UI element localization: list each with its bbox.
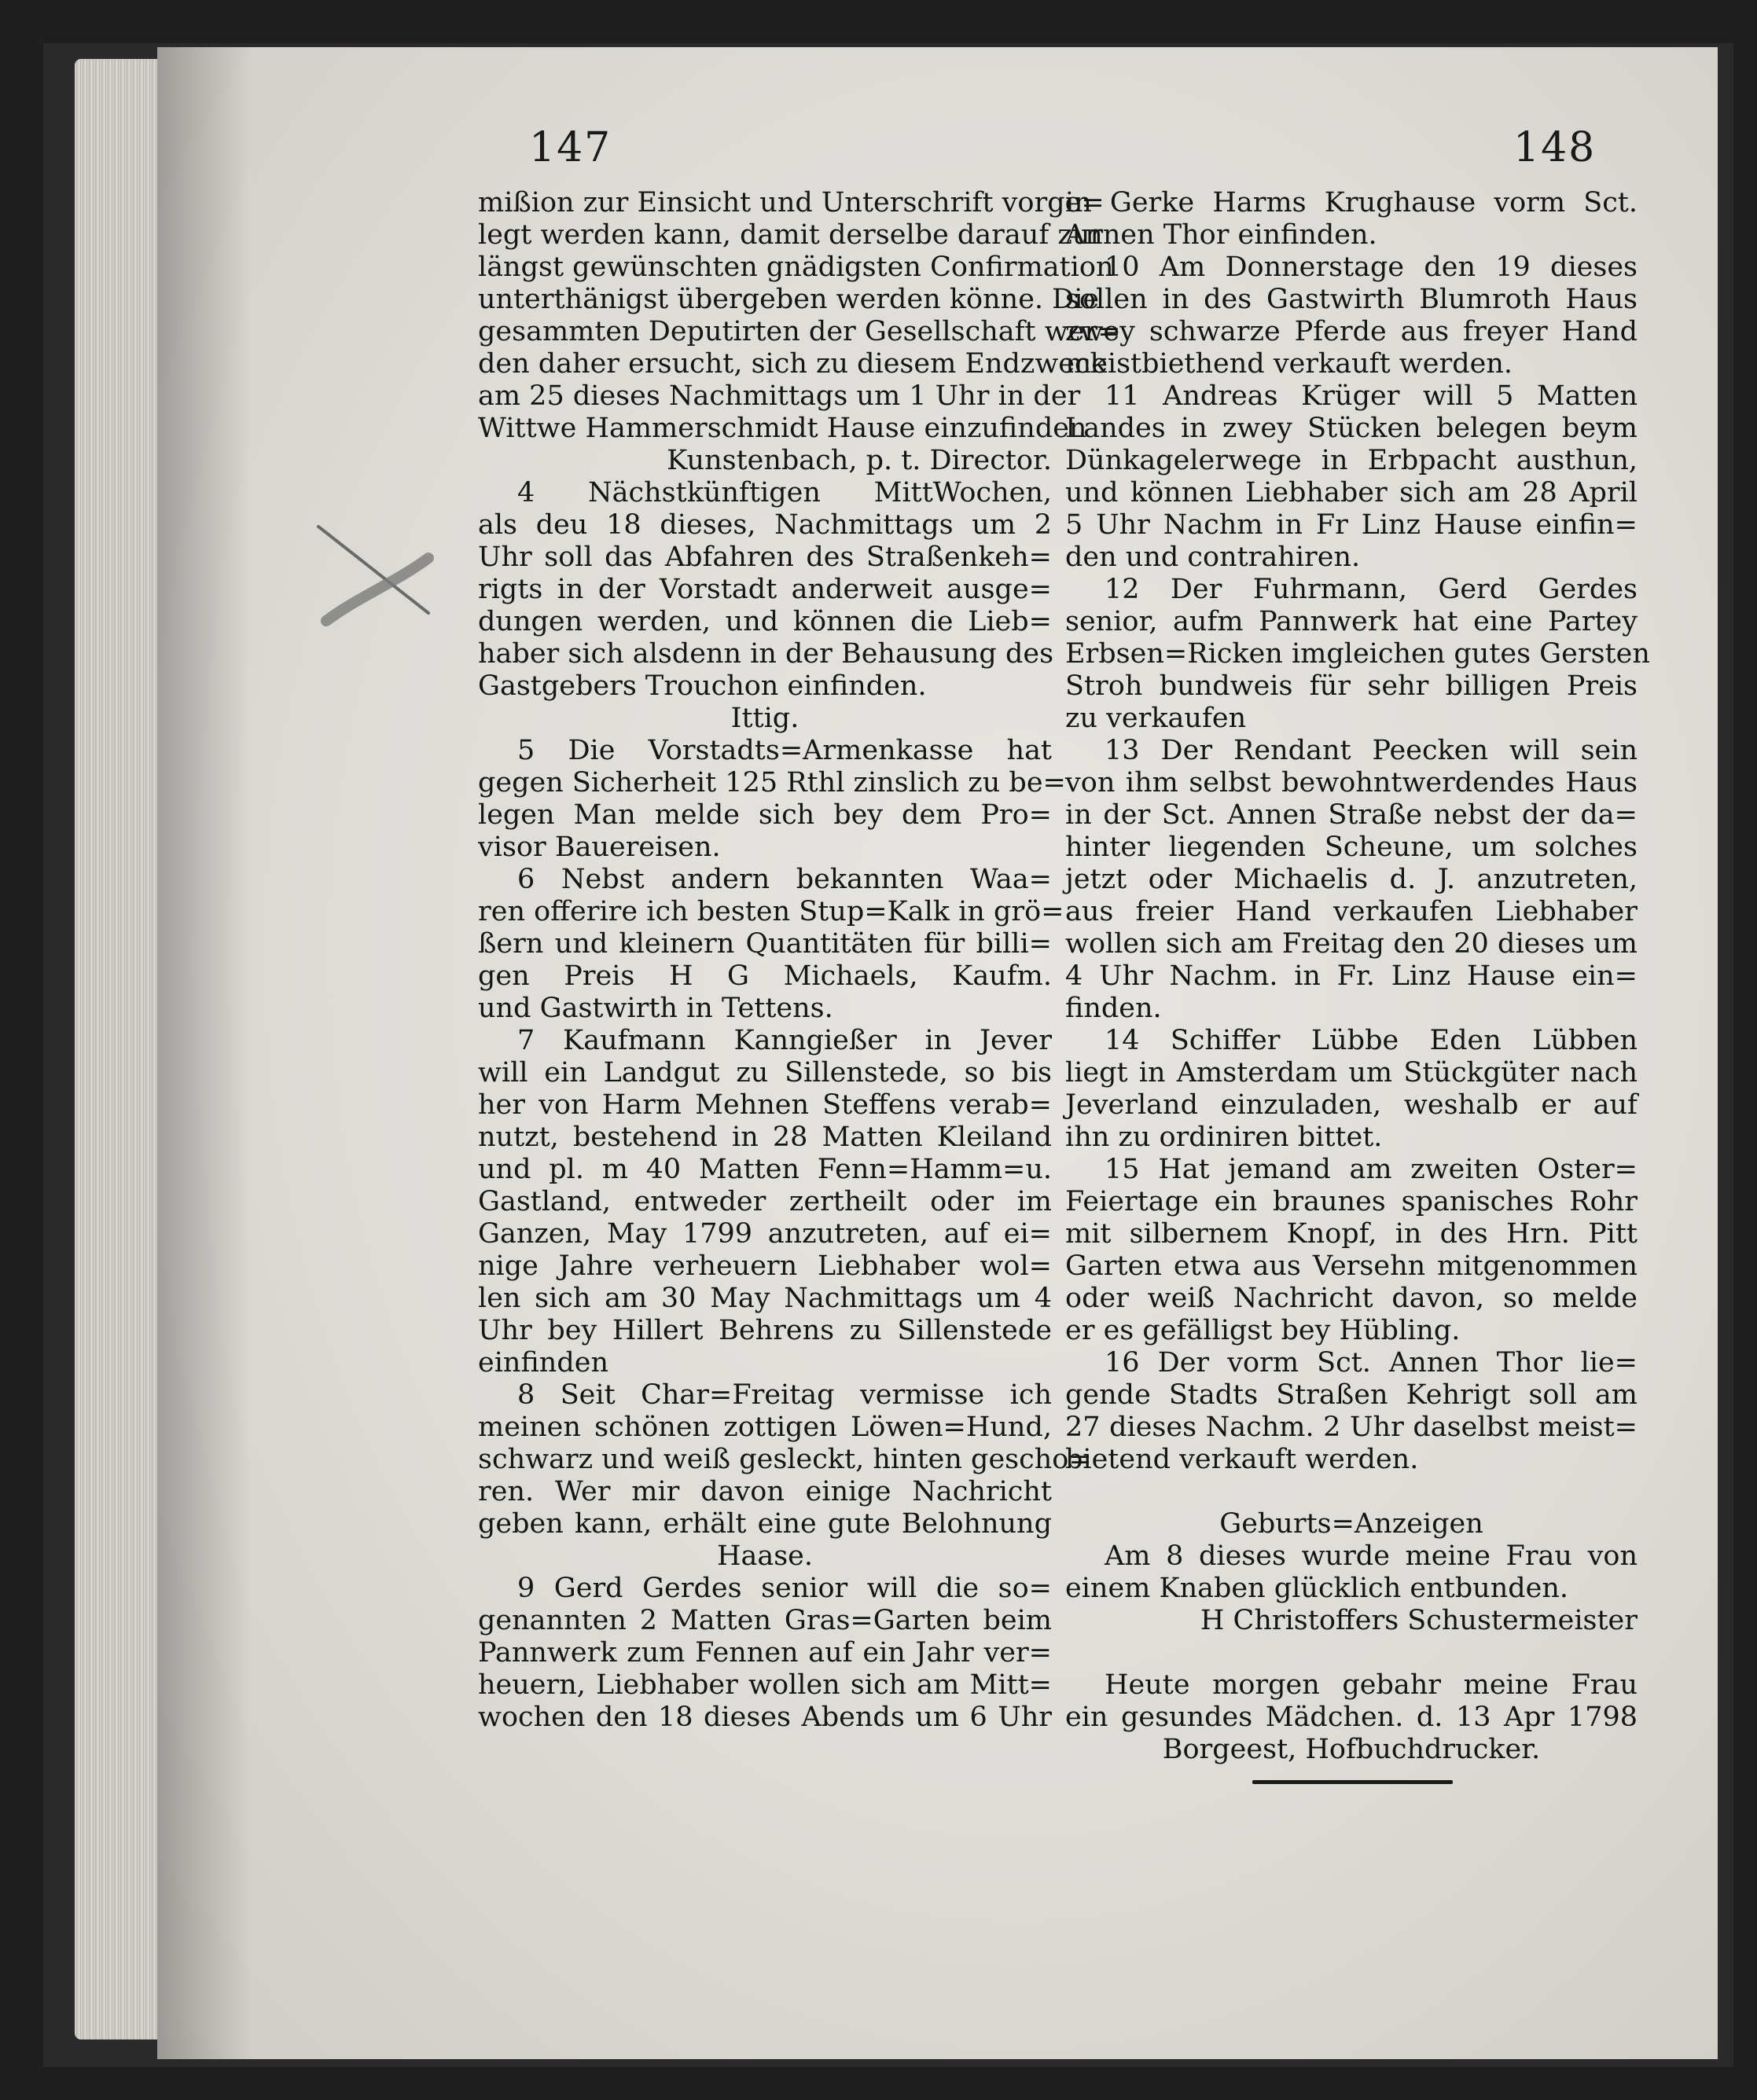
text-line: 12 Der Fuhrmann, Gerd Gerdes — [1105, 574, 1638, 605]
text-line: haber sich alsdenn in der Behausung des — [478, 638, 1054, 670]
text-line: 4 Uhr Nachm. in Fr. Linz Hause ein= — [1065, 960, 1638, 992]
text-line: H Christoffers Schustermeister — [1200, 1605, 1638, 1636]
text-line: ren. Wer mir davon einige Nachricht — [478, 1476, 1052, 1507]
text-line: Garten etwa aus Versehn mitgenommen — [1065, 1250, 1638, 1282]
text-line: zwey schwarze Pferde aus freyer Hand — [1065, 316, 1638, 347]
text-line: Pannwerk zum Fennen auf ein Jahr ver= — [478, 1637, 1052, 1669]
text-line: Heute morgen gebahr meine Frau — [1105, 1669, 1638, 1701]
text-line: Landes in zwey Stücken belegen beym — [1065, 413, 1638, 444]
text-line: her von Harm Mehnen Steffens verab= — [478, 1089, 1052, 1121]
text-line: Borgeest, Hofbuchdrucker. — [1162, 1734, 1541, 1765]
text-line: meistbiethend verkauft werden. — [1065, 348, 1513, 380]
text-line: 5 Uhr Nachm in Fr Linz Hause einfin= — [1065, 509, 1638, 541]
text-line: ihn zu ordiniren bittet. — [1065, 1122, 1383, 1153]
text-line: gen Preis H G Michaels, Kaufm. — [478, 960, 1052, 992]
text-line: senior, aufm Pannwerk hat eine Partey — [1065, 606, 1638, 637]
right-page-number: 148 — [1513, 124, 1597, 171]
left-text-column — [478, 187, 1121, 1734]
text-line: nutzt, bestehend in 28 Matten Kleiland — [478, 1122, 1052, 1153]
text-line — [1065, 1637, 1638, 1669]
text-line: dungen werden, und können die Lieb= — [478, 606, 1052, 637]
text-line: mißion zur Einsicht und Unterschrift vorge= — [478, 187, 1105, 218]
text-line: 9 Gerd Gerdes senior will die so= — [517, 1573, 1052, 1604]
text-line: Gastgebers Trouchon einfinden. — [478, 670, 927, 702]
gutter-shadow — [157, 47, 252, 2059]
text-line: 10 Am Donnerstage den 19 dieses — [1105, 251, 1638, 283]
text-line: zu verkaufen — [1065, 703, 1247, 734]
text-line: finden. — [1065, 993, 1162, 1024]
text-line: oder weiß Nachricht davon, so melde — [1065, 1283, 1638, 1314]
text-line: 13 Der Rendant Peecken will sein — [1105, 735, 1638, 766]
text-line: hinter liegenden Scheune, um solches — [1065, 832, 1638, 863]
text-line: längst gewünschten gnädigsten Confirmation — [478, 251, 1114, 283]
text-line: Uhr bey Hillert Behrens zu Sillenstede — [478, 1315, 1052, 1346]
text-line: heuern, Liebhaber wollen sich am Mitt= — [478, 1669, 1052, 1701]
text-line: 7 Kaufmann Kanngießer in Jever — [517, 1025, 1052, 1056]
text-line: von ihm selbst bewohntwerdendes Haus — [1065, 767, 1638, 799]
text-line: unterthänigst übergeben werden könne. Die — [478, 284, 1100, 315]
text-line: ßern und kleinern Quantitäten für billi= — [478, 928, 1052, 960]
text-line: gesammten Deputirten der Gesellschaft wer= — [478, 316, 1121, 347]
text-line: Jeverland einzuladen, weshalb er auf — [1065, 1089, 1638, 1121]
text-line: Haase. — [716, 1540, 814, 1572]
text-line: meinen schönen zottigen Löwen=Hund, — [478, 1412, 1052, 1443]
text-line: einem Knaben glücklich entbunden. — [1065, 1573, 1569, 1604]
text-line: und Gastwirth in Tettens. — [478, 993, 833, 1024]
text-line: jetzt oder Michaelis d. J. anzutreten, — [1065, 864, 1638, 895]
text-line: 15 Hat jemand am zweiten Oster= — [1105, 1154, 1638, 1185]
left-page-number: 147 — [529, 124, 612, 171]
text-line: 6 Nebst andern bekannten Waa= — [517, 864, 1052, 895]
text-line: len sich am 30 May Nachmittags um 4 — [478, 1283, 1052, 1314]
text-line: Kunstenbach, p. t. Director. — [667, 445, 1052, 476]
text-line: einfinden — [478, 1347, 608, 1379]
text-line: Annen Thor einfinden. — [1065, 219, 1377, 251]
text-line: er es gefälligst bey Hübling. — [1065, 1315, 1461, 1346]
text-line: visor Bauereisen. — [478, 832, 721, 863]
text-line: und können Liebhaber sich am 28 April — [1065, 477, 1638, 508]
right-text-column — [1065, 187, 1650, 1766]
text-line: legt werden kann, damit derselbe darauf zur — [478, 219, 1104, 251]
text-line: Wittwe Hammerschmidt Hause einzufinden — [478, 413, 1087, 444]
text-line — [1065, 1476, 1638, 1508]
text-line: 14 Schiffer Lübbe Eden Lübben — [1105, 1025, 1638, 1056]
text-line: 16 Der vorm Sct. Annen Thor lie= — [1105, 1347, 1638, 1379]
text-line: wollen sich am Freitag den 20 dieses um — [1065, 928, 1638, 960]
text-line: 8 Seit Char=Freitag vermisse ich — [517, 1379, 1052, 1411]
text-line: nige Jahre verheuern Liebhaber wol= — [478, 1250, 1052, 1282]
text-line: Stroh bundweis für sehr billigen Preis — [1065, 670, 1638, 702]
text-line: mit silbernem Knopf, in des Hrn. Pitt — [1065, 1218, 1638, 1250]
text-line: den und contrahiren. — [1065, 542, 1361, 573]
text-line: in der Sct. Annen Straße nebst der da= — [1065, 799, 1638, 831]
text-line: am 25 dieses Nachmittags um 1 Uhr in der — [478, 380, 1081, 412]
text-line: Erbsen=Ricken imgleichen gutes Gersten — [1065, 638, 1650, 670]
text-line: sollen in des Gastwirth Blumroth Haus — [1065, 284, 1638, 315]
closing-rule — [1252, 1780, 1453, 1784]
text-line: liegt in Amsterdam um Stückgüter nach — [1065, 1057, 1638, 1089]
text-line: ein gesundes Mädchen. d. 13 Apr 1798 — [1065, 1702, 1638, 1733]
text-line: Geburts=Anzeigen — [1219, 1508, 1483, 1540]
text-line: schwarz und weiß gesleckt, hinten gescho= — [478, 1444, 1092, 1475]
text-line: 11 Andreas Krüger will 5 Matten — [1105, 380, 1638, 412]
text-line: Ganzen, May 1799 anzutreten, auf ei= — [478, 1218, 1052, 1250]
text-line: 5 Die Vorstadts=Armenkasse hat — [517, 735, 1052, 766]
text-line: Dünkagelerwege in Erbpacht austhun, — [1065, 445, 1638, 476]
text-line: Uhr soll das Abfahren des Straßenkeh= — [478, 542, 1052, 573]
text-line: 4 Nächstkünftigen MittWochen, — [517, 477, 1052, 508]
text-line: genannten 2 Matten Gras=Garten beim — [478, 1605, 1052, 1636]
text-line: rigts in der Vorstadt anderweit ausge= — [478, 574, 1052, 605]
text-line: gende Stadts Straßen Kehrigt soll am — [1065, 1379, 1638, 1411]
text-line: geben kann, erhält eine gute Belohnung — [478, 1508, 1052, 1540]
text-line: Am 8 dieses wurde meine Frau von — [1105, 1540, 1638, 1572]
text-line: Feiertage ein braunes spanisches Rohr — [1065, 1186, 1638, 1217]
text-line: aus freier Hand verkaufen Liebhaber — [1065, 896, 1638, 927]
text-line: ren offerire ich besten Stup=Kalk in grö= — [478, 896, 1064, 927]
text-line: bietend verkauft werden. — [1065, 1444, 1419, 1475]
text-line: gegen Sicherheit 125 Rthl zinslich zu be= — [478, 767, 1066, 799]
text-line: und pl. m 40 Matten Fenn=Hamm=u. — [478, 1154, 1052, 1185]
text-line: Gastland, entweder zertheilt oder im — [478, 1186, 1052, 1217]
text-line: will ein Landgut zu Sillenstede, so bis — [478, 1057, 1052, 1089]
text-line: wochen den 18 dieses Abends um 6 Uhr — [478, 1702, 1052, 1733]
text-line: Ittig. — [730, 703, 799, 734]
text-line: als deu 18 dieses, Nachmittags um 2 — [478, 509, 1052, 541]
text-line: 27 dieses Nachm. 2 Uhr daselbst meist= — [1065, 1412, 1638, 1443]
text-line: den daher ersucht, sich zu diesem Endzweck — [478, 348, 1107, 380]
text-line: legen Man melde sich bey dem Pro= — [478, 799, 1052, 831]
text-line: in Gerke Harms Krughause vorm Sct. — [1065, 187, 1638, 218]
pencil-cross-mark — [311, 511, 436, 629]
